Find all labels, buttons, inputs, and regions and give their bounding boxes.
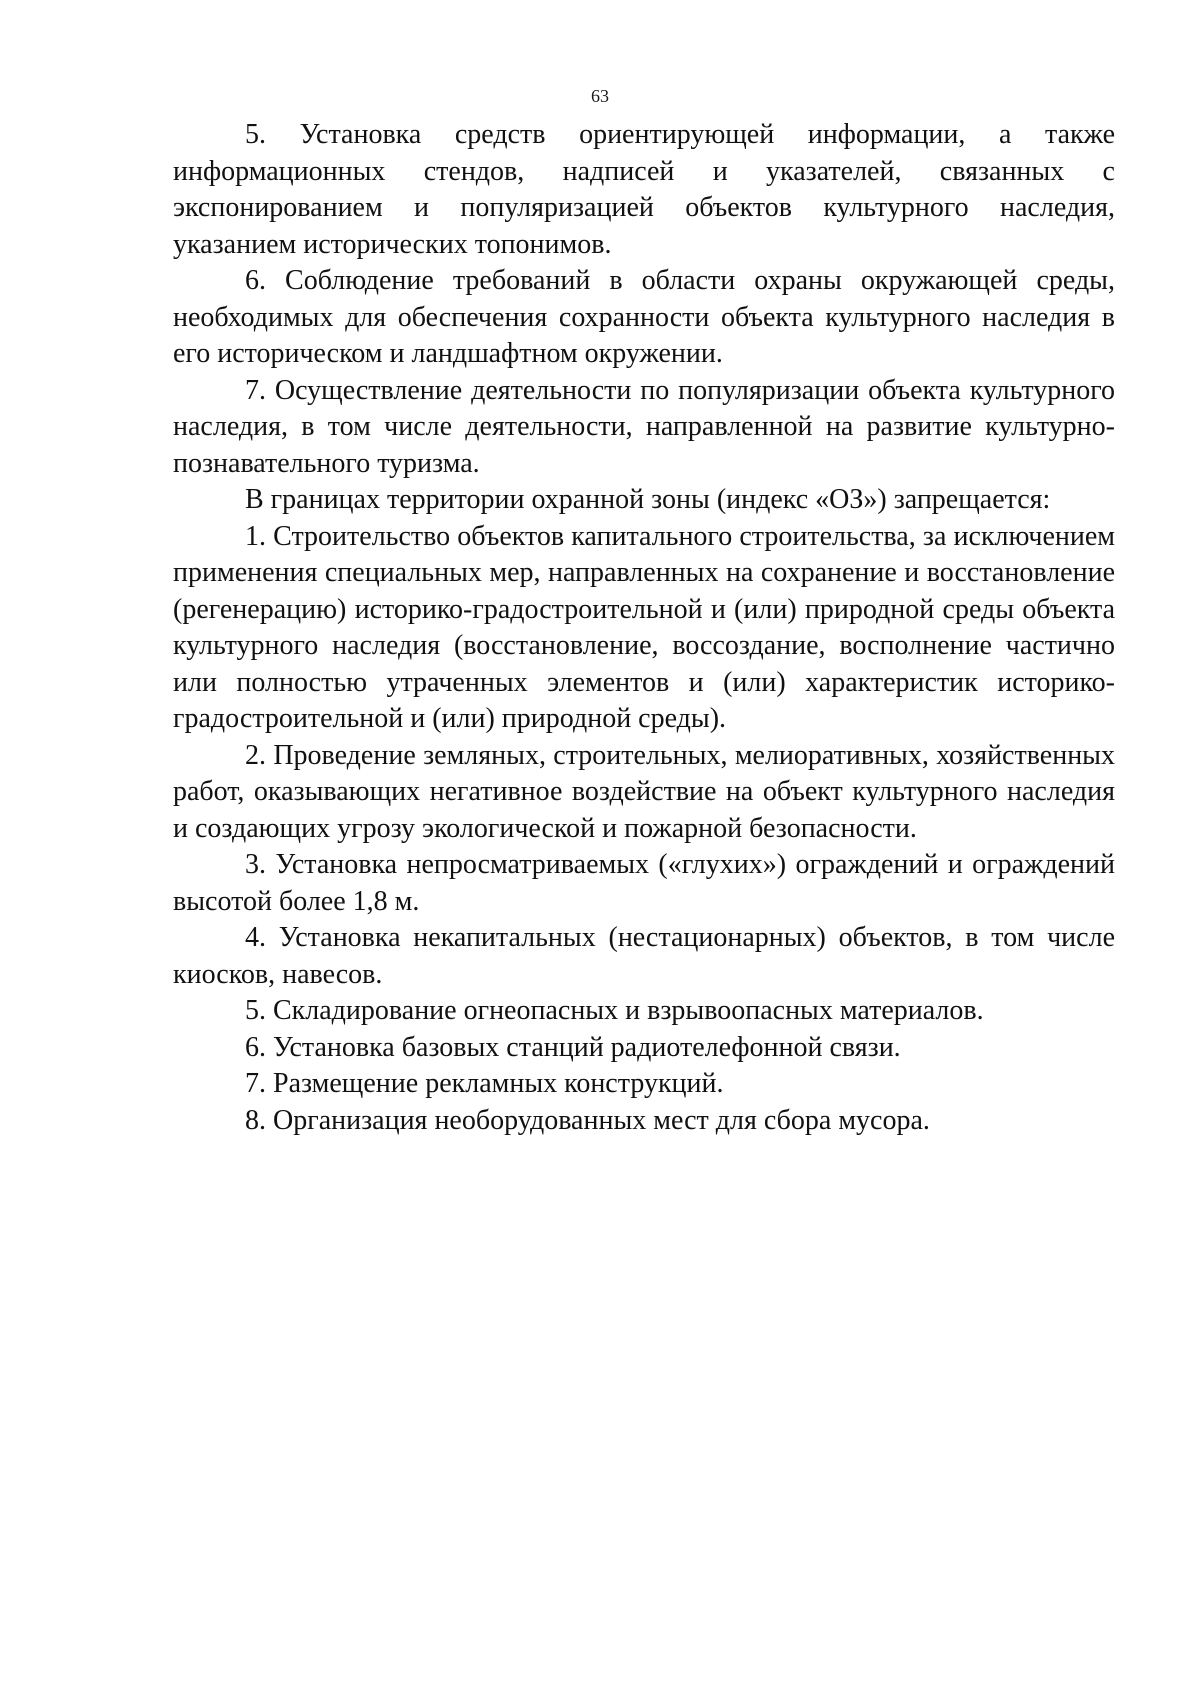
document-body [173, 117, 1115, 1139]
paragraph-prohibited-2: 2. Проведение земляных, строительных, мелиоративных, хозяйственных работ, оказывающих негативное воздействие на объект культурного наследия и создающих угрозу экологической и пожарной безопасности. [173, 739, 1115, 844]
paragraph-allowed-6: 6. Соблюдение требований в области охраны окружающей среды, необходимых для обеспечения сохранности объекта культурного наследия в его историческом и ландшафтном окружении. [173, 265, 1115, 369]
paragraph-prohibited-4: 4. Установка некапитальных (нестационарных) объектов, в том числе киосков, навесов. [173, 922, 1115, 990]
paragraph-prohibited-8: 8. Организация необорудованных мест для сбора мусора. [245, 1104, 930, 1136]
section-heading-prohibited: В границах территории охранной зоны (индекс «ОЗ») запрещается: [245, 484, 1051, 515]
page-number: 63 [591, 86, 609, 106]
paragraph-prohibited-7: 7. Размещение рекламных конструкций. [245, 1068, 724, 1099]
paragraph-prohibited-1: 1. Строительство объектов капитального строительства, за исключением применения специальных мер, направленных на сохранение и восстановление (регенерацию) историко-градостроительной и (или) природной среды объекта культурного наследия (восстановление, воссоздание, восполнение частично или полностью утраченных элементов и (или) характеристик историко-градостроительной и (или) природной среды). [173, 520, 1115, 734]
paragraph-prohibited-6: 6. Установка базовых станций радиотелефонной связи. [245, 1031, 901, 1063]
paragraph-allowed-7: 7. Осуществление деятельности по популяризации объекта культурного наследия, в том числе деятельности, направленной на развитие культурно-познавательного туризма. [173, 374, 1115, 479]
paragraph-prohibited-3: 3. Установка непросматриваемых («глухих») ограждений и ограждений высотой более 1,8 м. [173, 849, 1115, 917]
paragraph-allowed-5: 5. Установка средств ориентирующей информации, а также информационных стендов, надписей и указателей, связанных с экспонированием и популяризацией объектов культурного наследия, указанием исторических топонимов. [173, 119, 1115, 260]
paragraph-prohibited-5: 5. Складирование огнеопасных и взрывоопасных материалов. [245, 995, 984, 1026]
